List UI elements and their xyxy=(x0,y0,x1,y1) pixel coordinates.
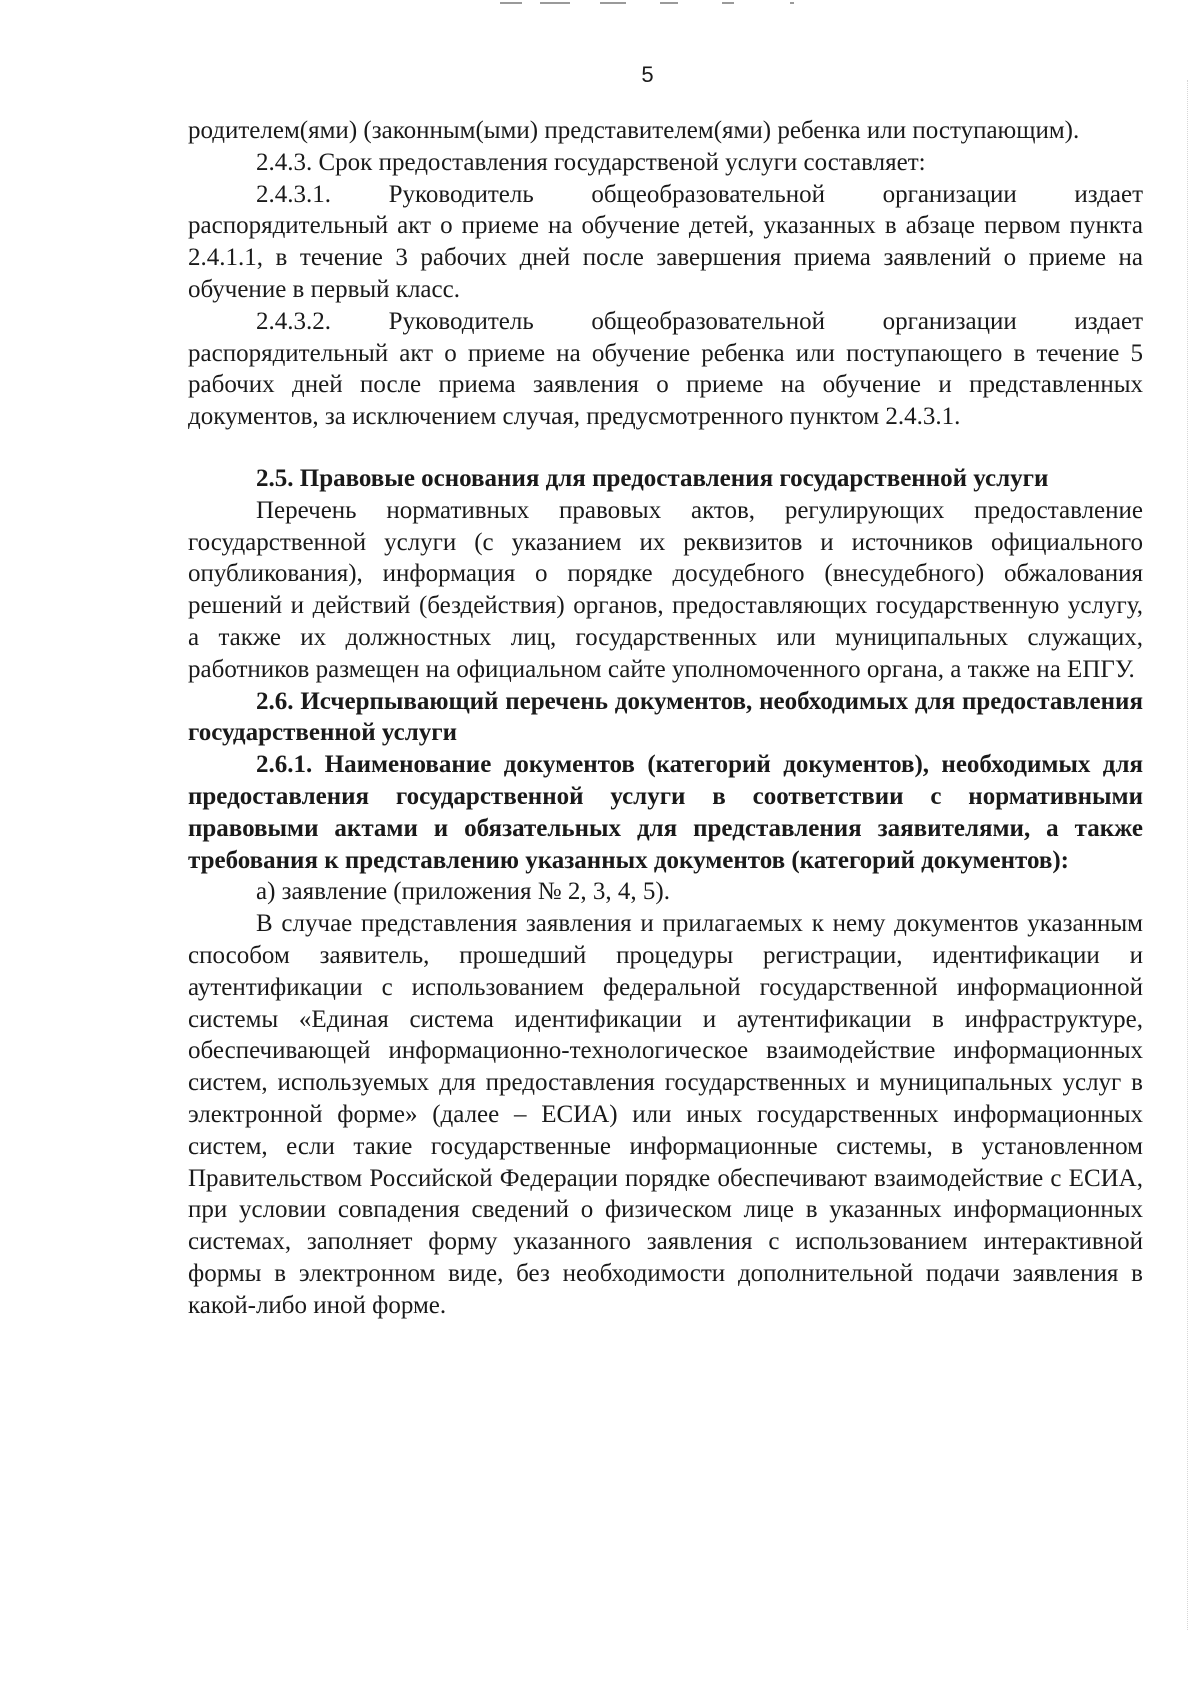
scan-edge-artifact xyxy=(1187,80,1194,1630)
paragraph: В случае представления заявления и прилагаемых к нему документов указанным способом заявитель, прошедший процедуры регистрации, идентификации и аутентификации с использованием федеральной государственной информационной системы «Единая система идентификации и аутентификации в инфраструктуре, обеспечивающей информационно-технологическое взаимодействие информационных систем, используемых для предоставления государственных и муниципальных услуг в электронной форме» (далее – ЕСИА) или иных государственных информационных систем, если такие государственные информационные системы, в установленном Правительством Российской Федерации порядке обеспечивают взаимодействие с ЕСИА, при условии совпадения сведений о физическом лице в указанных информационных системах, заполняет форму указанного заявления с использованием интерактивной формы в электронном виде, без необходимости дополнительной подачи заявления в какой-либо иной форме. xyxy=(188,910,1143,1319)
paragraph: родителем(ями) (законным(ыми) представителем(ями) ребенка или поступающим). xyxy=(188,117,1080,144)
spacer xyxy=(188,433,1143,463)
page-number: 5 xyxy=(641,62,654,87)
paragraph: 2.4.3. Срок предоставления государственой услуги составляет: xyxy=(256,148,926,176)
paragraph: 2.4.3.1. Руководитель общеобразовательной организации издает распорядительный акт о приеме на обучение детей, указанных в абзаце первом пункта 2.4.1.1, в течение 3 рабочих дней после завершения приема заявлений о приеме на обучение в первый класс. xyxy=(188,180,1143,303)
paragraph: Перечень нормативных правовых актов, регулирующих предоставление государственной услуги (с указанием их реквизитов и источников официального опубликования), информация о порядке досудебного (внесудебного) обжалования решений и действий (бездействия) органов, предоставляющих государственную услугу, а также их должностных лиц, государственных или муниципальных служащих, работников размещен на официальном сайте уполномоченного органа, а также на ЕПГУ. xyxy=(188,496,1143,683)
section-heading: 2.6. Исчерпывающий перечень документов, необходимых для предоставления государственной услуги xyxy=(188,687,1143,747)
section-heading: 2.5. Правовые основания для предоставления государственной услуги xyxy=(256,464,1049,492)
document-body xyxy=(188,115,1143,1321)
scan-artifact xyxy=(500,0,820,8)
paragraph: 2.4.3.2. Руководитель общеобразовательной организации издает распорядительный акт о приеме на обучение ребенка или поступающего в течение 5 рабочих дней после приема заявления о приеме на обучение и представленных документов, за исключением случая, предусмотренного пунктом 2.4.3.1. xyxy=(188,307,1143,431)
subsection-heading: 2.6.1. Наименование документов (категорий документов), необходимых для предоставления государственной услуги в соответствии с нормативными правовыми актами и обязательных для представления заявителями, а также требования к представлению указанных документов (категорий документов): xyxy=(188,751,1143,874)
paragraph: а) заявление (приложения № 2, 3, 4, 5). xyxy=(256,878,670,906)
